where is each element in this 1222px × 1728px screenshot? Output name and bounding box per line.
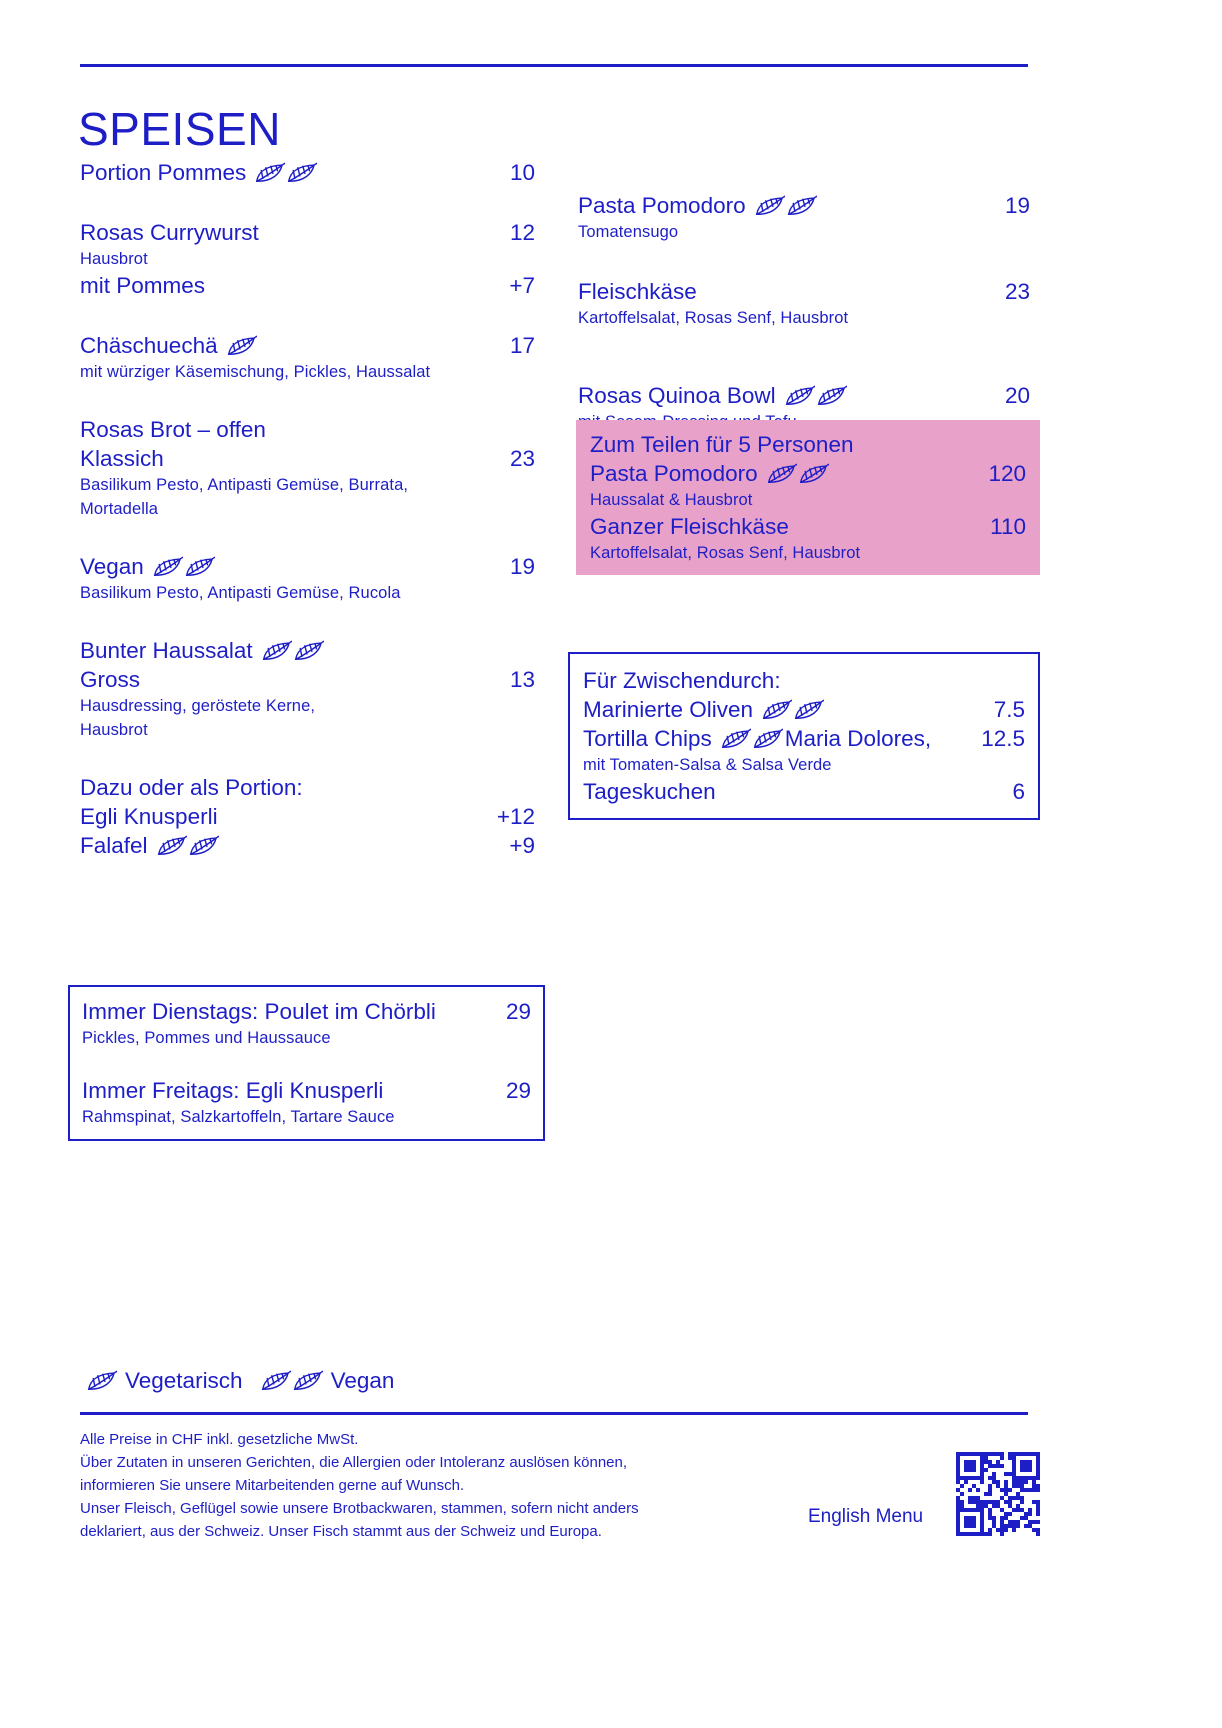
item-name: Bunter Haussalat	[80, 637, 253, 663]
item-description	[80, 581, 535, 605]
item-row	[80, 158, 535, 187]
item-name: Ganzer Fleischkäse	[590, 513, 789, 539]
item-description-text: mit würziger Käsemischung, Pickles, Haussalat	[80, 362, 431, 381]
footer-note-line: Unser Fleisch, Geflügel sowie unsere Brotbackwaren, stammen, sofern nicht anders	[80, 1500, 639, 1517]
bottom-divider	[80, 1412, 1028, 1415]
legend	[85, 1366, 394, 1396]
item-description-text: Rahmspinat, Salzkartoffeln, Tartare Sauce	[82, 1107, 395, 1126]
menu-item-block	[80, 415, 535, 521]
item-name-suffix: Maria Dolores,	[784, 725, 932, 751]
item-row	[583, 695, 1025, 724]
item-row	[583, 666, 1025, 695]
leaf-icon	[262, 640, 292, 662]
menu-item-block	[80, 218, 535, 300]
leaf-icon	[794, 699, 824, 721]
item-description-text: Hausbrot	[80, 720, 148, 739]
item-name: Rosas Quinoa Bowl	[578, 382, 776, 408]
leaf-icon	[762, 699, 792, 721]
item-description-text: Kartoffelsalat, Rosas Senf, Hausbrot	[590, 543, 861, 562]
footer-note-line: Über Zutaten in unseren Gerichten, die Allergien oder Intoleranz auslösen können,	[80, 1454, 628, 1471]
item-price: 6	[1012, 778, 1025, 804]
top-divider	[80, 64, 1028, 67]
leaf-icon	[294, 640, 324, 662]
item-description-text: Tomatensugo	[578, 222, 679, 241]
item-price: 10	[509, 159, 535, 185]
footer-notes	[80, 1428, 800, 1543]
item-description	[80, 473, 535, 497]
menu-column-left	[80, 158, 535, 860]
leaf-icon	[817, 385, 847, 407]
item-row	[583, 777, 1025, 806]
item-name: Portion Pommes	[80, 159, 247, 185]
item-name: Pasta Pomodoro	[578, 192, 746, 218]
item-description-text: Hausbrot	[80, 249, 148, 268]
leaf-icon	[227, 335, 257, 357]
item-description-text: Hausdressing, geröstete Kerne,	[80, 696, 316, 715]
item-name: Rosas Brot – offen	[80, 416, 266, 442]
item-description-text: Haussalat & Hausbrot	[590, 490, 753, 509]
menu-item-block	[80, 331, 535, 384]
leaf-icon	[255, 162, 285, 184]
item-description	[82, 1105, 531, 1129]
leaf-icon	[721, 728, 751, 750]
legend-vegan-label: Vegan	[330, 1368, 395, 1393]
item-price: 17	[509, 332, 535, 358]
vegetarian-leaf-icon	[85, 1370, 117, 1392]
item-row	[590, 430, 1026, 459]
menu-item-block	[82, 997, 531, 1050]
item-row	[80, 831, 535, 860]
legend-vegetarian-label: Vegetarisch	[125, 1368, 243, 1393]
item-description-text: Kartoffelsalat, Rosas Senf, Hausbrot	[578, 308, 849, 327]
item-name: Immer Dienstags: Poulet im Chörbli	[82, 998, 436, 1024]
item-price: 19	[509, 553, 535, 579]
menu-item-block	[578, 277, 1030, 330]
menu-item-block	[578, 191, 1030, 244]
item-name: Dazu oder als Portion:	[80, 774, 303, 800]
leaf-icon	[261, 1370, 291, 1392]
item-price: 23	[509, 445, 535, 471]
leaf-icon	[785, 385, 815, 407]
item-description-text: Basilikum Pesto, Antipasti Gemüse, Rucola	[80, 583, 401, 602]
menu-item-block	[80, 552, 535, 605]
item-description	[590, 541, 1026, 565]
item-row	[80, 415, 535, 444]
item-row	[590, 512, 1026, 541]
item-name: Chäschuechä	[80, 332, 218, 358]
item-row	[590, 459, 1026, 488]
leaf-icon	[755, 195, 785, 217]
leaf-icon	[287, 162, 317, 184]
item-price: +7	[509, 272, 535, 298]
item-name: Marinierte Oliven	[583, 696, 754, 722]
item-name: Immer Freitags: Egli Knusperli	[82, 1077, 384, 1103]
leaf-icon	[799, 463, 829, 485]
item-name: Vegan	[80, 553, 144, 579]
item-row	[80, 665, 535, 694]
item-row	[583, 724, 1025, 753]
item-description	[80, 497, 535, 521]
item-row	[80, 773, 535, 802]
item-price: 13	[509, 666, 535, 692]
menu-item-block	[80, 773, 535, 860]
vegan-leaves-icon	[259, 1370, 323, 1392]
leaf-icon	[787, 195, 817, 217]
item-description	[80, 718, 535, 742]
item-row	[80, 552, 535, 581]
item-name: Tageskuchen	[583, 778, 716, 804]
leaf-icon	[189, 835, 219, 857]
english-menu-link[interactable]: English Menu	[808, 1506, 924, 1527]
item-price: 7.5	[993, 696, 1025, 722]
item-row	[80, 636, 535, 665]
item-price: 120	[988, 460, 1026, 486]
snacks-box	[568, 652, 1040, 820]
item-price: +9	[509, 832, 535, 858]
menu-column-right	[578, 158, 1030, 434]
item-price: 110	[990, 513, 1026, 539]
footer-note-line: deklariert, aus der Schweiz. Unser Fisch stammt aus der Schweiz und Europa.	[80, 1523, 602, 1540]
item-price: 20	[1004, 382, 1030, 408]
qr-code	[956, 1452, 1040, 1536]
item-row	[80, 218, 535, 247]
leaf-icon	[293, 1370, 323, 1392]
item-name: Fleischkäse	[578, 278, 697, 304]
item-description	[583, 753, 1025, 777]
item-description	[80, 694, 535, 718]
item-price: 19	[1004, 192, 1030, 218]
footer-note-line: Alle Preise in CHF inkl. gesetzliche MwSt.	[80, 1431, 359, 1448]
item-row	[82, 1076, 531, 1105]
qr-code-image	[956, 1452, 1040, 1536]
item-name: Tortilla Chips	[583, 725, 712, 751]
item-row	[82, 997, 531, 1026]
menu-item-block	[80, 636, 535, 742]
item-description	[80, 360, 535, 384]
sharing-offer-box	[576, 420, 1040, 575]
page-title: SPEISEN	[78, 102, 281, 155]
footer-note-line: informieren Sie unsere Mitarbeitenden gerne auf Wunsch.	[80, 1477, 465, 1494]
item-description	[82, 1026, 531, 1050]
item-name: Für Zwischendurch:	[583, 667, 781, 693]
item-description	[578, 220, 1030, 244]
item-name: Pasta Pomodoro	[590, 460, 758, 486]
item-price: +12	[496, 803, 535, 829]
leaf-icon	[767, 463, 797, 485]
item-row	[80, 271, 535, 300]
leaf-icon	[157, 835, 187, 857]
item-description	[578, 306, 1030, 330]
item-description-text: Mortadella	[80, 499, 159, 518]
item-name: Rosas Currywurst	[80, 219, 259, 245]
item-description-text: mit Tomaten-Salsa & Salsa Verde	[583, 755, 832, 774]
menu-item-block	[80, 158, 535, 187]
item-description	[590, 488, 1026, 512]
item-row	[80, 802, 535, 831]
item-name: Falafel	[80, 832, 148, 858]
item-name: Gross	[80, 666, 141, 692]
item-price: 29	[505, 998, 531, 1024]
item-name: mit Pommes	[80, 272, 206, 298]
item-row	[578, 277, 1030, 306]
item-price: 12.5	[981, 725, 1025, 751]
item-description	[80, 247, 535, 271]
item-row	[80, 444, 535, 473]
leaf-icon	[185, 556, 215, 578]
item-price: 12	[509, 219, 535, 245]
item-price: 29	[505, 1077, 531, 1103]
menu-item-block	[82, 1076, 531, 1129]
item-name: Zum Teilen für 5 Personen	[590, 431, 854, 457]
item-row	[80, 331, 535, 360]
leaf-icon	[753, 728, 783, 750]
item-name: Klassich	[80, 445, 164, 471]
item-description-text: Basilikum Pesto, Antipasti Gemüse, Burrata,	[80, 475, 409, 494]
item-name: Egli Knusperli	[80, 803, 218, 829]
leaf-icon	[87, 1370, 117, 1392]
weekly-specials-box	[68, 985, 545, 1141]
item-row	[578, 381, 1030, 410]
item-description-text: Pickles, Pommes und Haussauce	[82, 1028, 331, 1047]
item-price: 23	[1004, 278, 1030, 304]
leaf-icon	[153, 556, 183, 578]
item-row	[578, 191, 1030, 220]
